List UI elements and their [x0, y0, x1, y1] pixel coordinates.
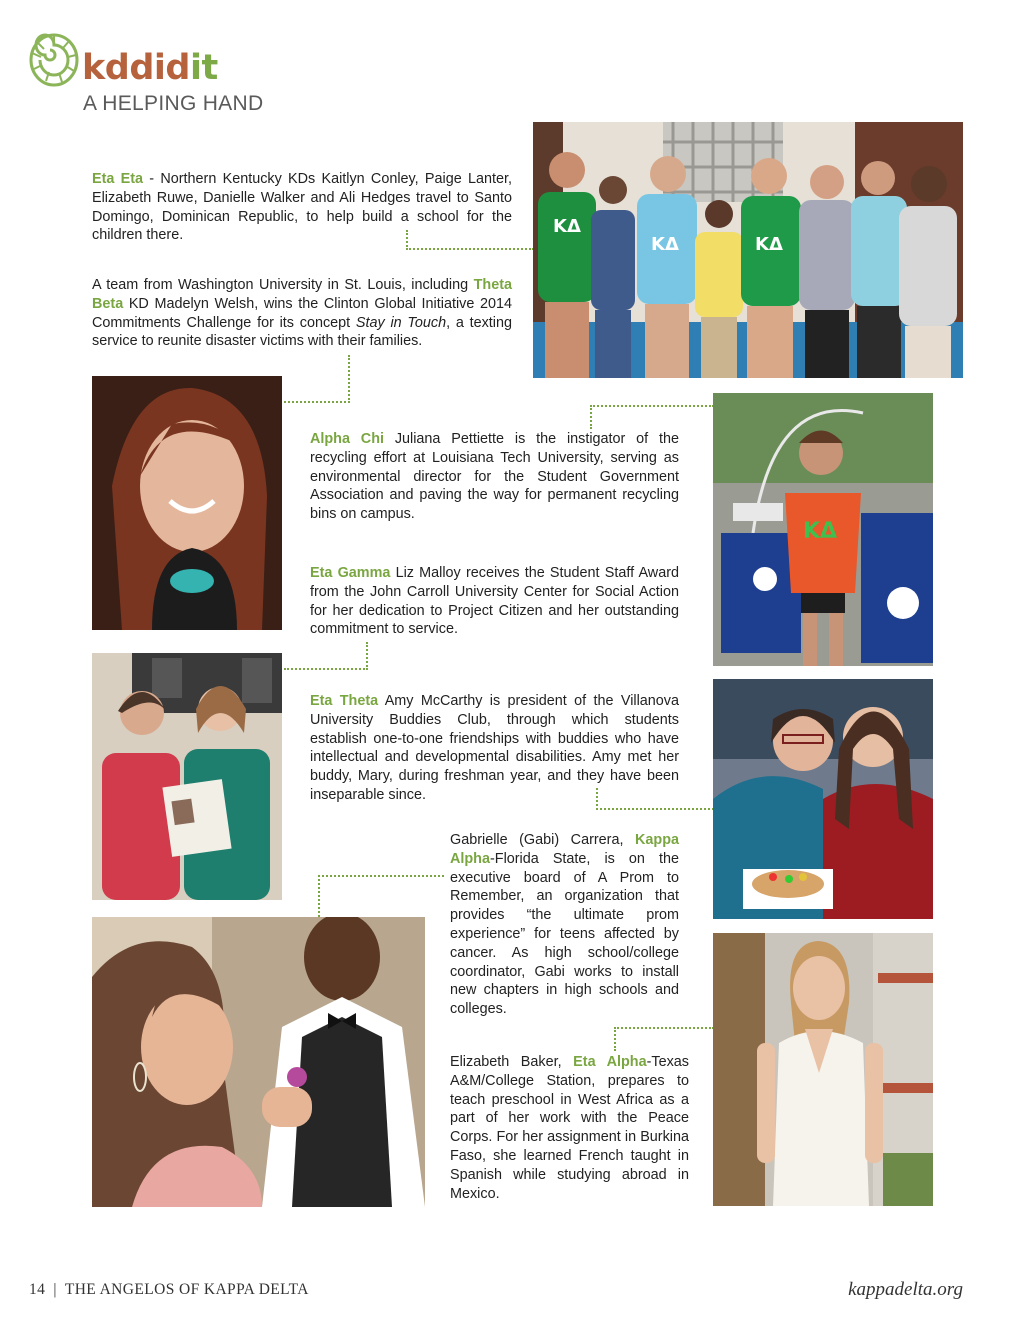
- story-alpha-chi: [310, 430, 679, 524]
- svg-text:ΚΔ: ΚΔ: [651, 234, 679, 255]
- photo-alpha-chi-recycling: [713, 393, 933, 666]
- chapter-name: Theta Beta: [92, 277, 512, 312]
- svg-text:ΚΔ: ΚΔ: [803, 519, 838, 544]
- photo-eta-gamma-award: [92, 653, 282, 900]
- chapter-name: Eta Eta: [92, 171, 144, 187]
- brand-part-1: kd: [82, 48, 130, 88]
- photo-theta-beta-portrait: [92, 376, 282, 630]
- chapter-name: Alpha Chi: [310, 431, 384, 447]
- svg-text:ΚΔ: ΚΔ: [755, 234, 783, 255]
- chapter-name: Eta Alpha: [573, 1054, 647, 1070]
- connector-line: [596, 788, 714, 810]
- section-title: A HELPING HAND: [83, 92, 264, 115]
- chapter-name: Kappa Alpha: [450, 832, 679, 867]
- story-text: A team from Washington University in St. Louis, including: [92, 277, 474, 293]
- story-text: Elizabeth Baker,: [450, 1054, 574, 1070]
- connector-line: [284, 642, 368, 670]
- svg-text:ΚΔ: ΚΔ: [553, 216, 581, 237]
- story-eta-gamma: [310, 564, 679, 639]
- connector-line: [614, 1027, 714, 1051]
- photo-kappa-alpha-prom: [92, 917, 425, 1207]
- story-text: -Florida State, is on the executive board of A Prom to Remember, an organization that provides “the ultimate prom experience” for teens affected by cancer. As high school/college coordinator, Gabi works to install new chapters in high schools and colleges.: [450, 850, 679, 1018]
- brand-part-3: it: [189, 48, 218, 88]
- chapter-name: Eta Theta: [310, 693, 379, 709]
- story-kappa-alpha: [450, 831, 679, 1019]
- story-theta-beta: [92, 276, 512, 351]
- story-text: Amy McCarthy is president of the Villanova University Buddies Club, through which students establish one-to-one friendships with buddies who have intellectual and developmental disabilities. Amy met her buddy, Mary, during freshman year, and they have been inseparable since.: [310, 693, 679, 803]
- footer-website[interactable]: kappadelta.org: [848, 1279, 963, 1300]
- story-text: Juliana Pettiette is the instigator of the recycling effort at Louisiana Tech University, serving as environmental director for the Student Government Association and paving the way for permanent recycling bins on campus.: [310, 431, 680, 523]
- footer-separator: |: [53, 1281, 57, 1298]
- story-text: Liz Malloy receives the Student Staff Award from the John Carroll University Center for Social Action for her dedication to Project Citizen and her outstanding commitment to service.: [310, 565, 679, 638]
- connector-line: [318, 875, 444, 917]
- story-text: -Texas A&M/College Station, prepares to teach preschool in West Africa as a part of her work with the Peace Corps. For her assignment in Burkina Faso, she learned French taught in Spanish while studying abroad in Mexico.: [450, 1054, 689, 1202]
- story-text: Gabrielle (Gabi) Carrera,: [450, 832, 636, 848]
- photo-eta-theta-buddies: [713, 679, 933, 919]
- connector-line: [406, 230, 534, 250]
- story-text: - Northern Kentucky KDs Kaitlyn Conley, Paige Lanter, Elizabeth Ruwe, Danielle Walker and Ali Hedges travel to Santo Domingo, Dominican Republic, to help build a school for the children there.: [92, 171, 512, 244]
- story-text: , a texting service to reunite disaster victims with their families.: [92, 314, 512, 350]
- publication-name: THE ANGELOS OF KAPPA DELTA: [64, 1281, 309, 1298]
- brand-part-2: did: [129, 48, 190, 88]
- photo-eta-alpha-portrait: [713, 933, 933, 1206]
- chapter-name: Eta Gamma: [310, 565, 391, 581]
- connector-line: [590, 405, 714, 429]
- connector-line: [284, 355, 350, 403]
- page-number: 14: [29, 1281, 46, 1298]
- footer-publication: [29, 1281, 309, 1299]
- nautilus-shell-icon: [26, 27, 82, 89]
- brand-wordmark: [82, 48, 218, 88]
- story-eta-alpha: [450, 1053, 689, 1203]
- photo-eta-eta-group: [533, 122, 963, 378]
- story-text: KD Madelyn Welsh, wins the Clinton Global Initiative 2014 Commitments Challenge for its concept: [92, 295, 512, 331]
- story-italic: Stay in Touch: [355, 314, 447, 331]
